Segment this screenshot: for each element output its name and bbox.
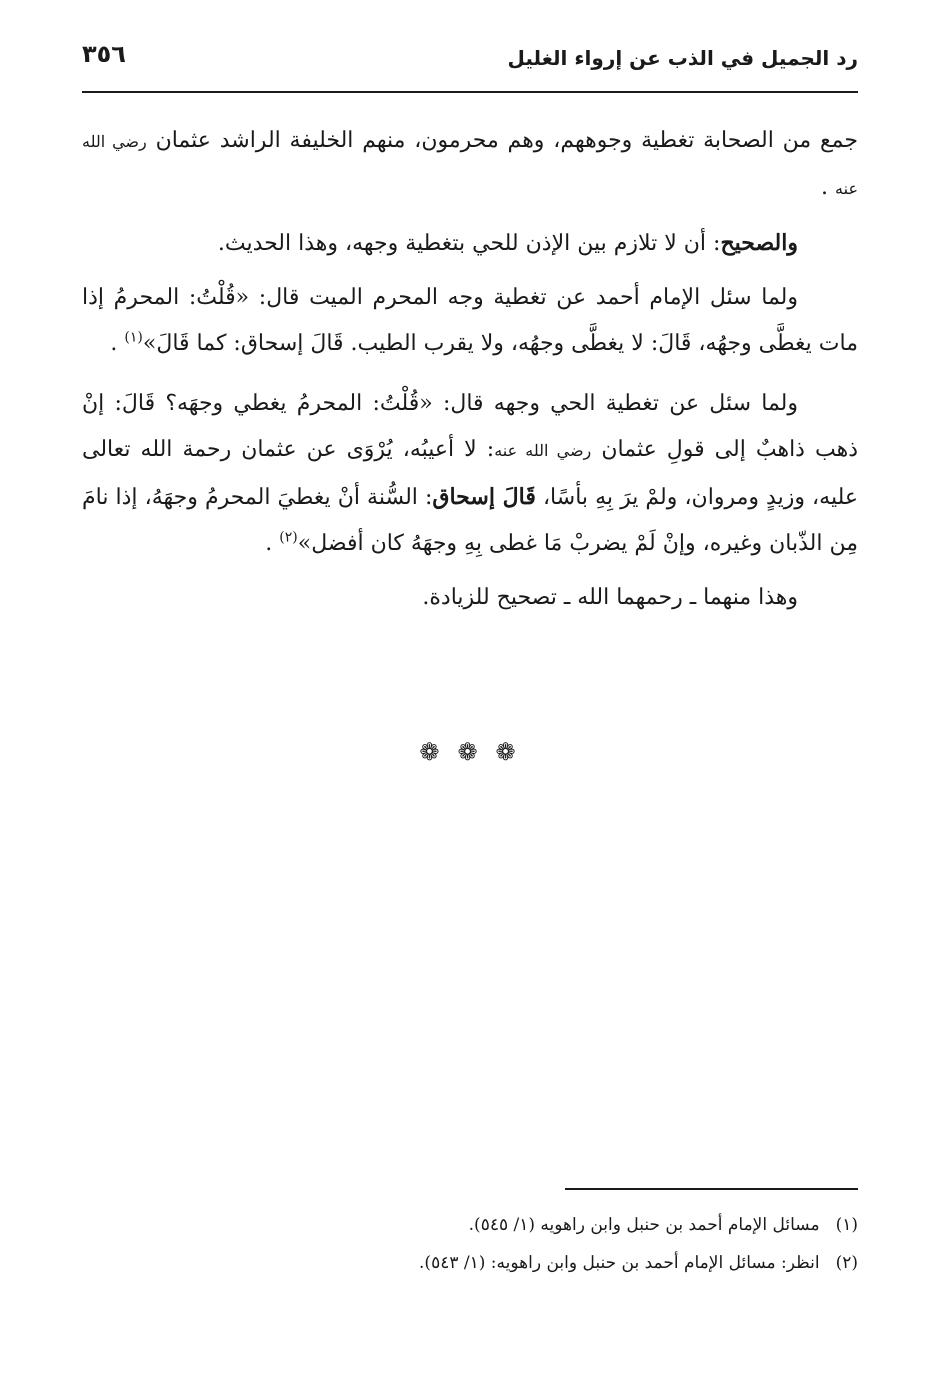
footnote-ref-2[interactable]: (٢): [279, 529, 298, 546]
header-divider: [82, 91, 858, 93]
ornament-flower-icon: ❁: [495, 738, 526, 766]
ornament-flower-icon: ❁: [457, 738, 488, 766]
paragraph-4-end: .: [265, 531, 273, 556]
paragraph-1-text: جمع من الصحابة تغطية وجوههم، وهم محرمون، منهم الخليفة الراشد عثمان: [155, 128, 859, 153]
paragraph-5-text: وهذا منهما ـ رحمهما الله ـ تصحيح للزيادة.: [422, 585, 798, 610]
section-ornament: [0, 738, 945, 766]
honorific-glyph: رضي الله عنه: [494, 441, 592, 460]
paragraph-2-text: : أن لا تلازم بين الإذن للحي بتغطية وجهه، وهذا الحديث.: [217, 231, 721, 256]
page-number: ٣٥٦: [82, 40, 126, 68]
footnote-ref-1[interactable]: (١): [124, 329, 143, 346]
paragraph-4-text-c: : السُّنة أنْ يغطيَ المحرمُ وجهَهُ، إذا نامَ مِن الذّبان وغيره، وإنْ لَمْ يضربْ مَا غطى بِهِ وجهَهُ كان أفضل»: [82, 485, 858, 556]
paragraph-1: [82, 118, 858, 212]
speaker-name: قَالَ إسحاق: [432, 484, 536, 510]
paragraph-2: [82, 220, 858, 267]
footnote-text: انظر: مسائل الإمام أحمد بن حنبل وابن راهويه: (١/ ٥٤٣).: [419, 1253, 820, 1273]
footnote-text: مسائل الإمام أحمد بن حنبل وابن راهويه (١/ ٥٤٥).: [468, 1215, 820, 1235]
footnote-1: [82, 1206, 858, 1244]
footnote-number: (٢): [835, 1253, 858, 1273]
heading-word: والصحيح: [720, 230, 798, 256]
running-header: [82, 36, 858, 76]
paragraph-3-end: .: [110, 331, 118, 356]
book-title: رد الجميل في الذب عن إرواء الغليل: [507, 46, 858, 70]
paragraph-4-text-a: ولما سئل عن تغطية الحي وجهه قال: «قُلْتُ: المحرمُ يغطي وجهَه؟ قَالَ: إنْ ذهب ذاهبٌ إلى قولِ عثمان: [82, 391, 859, 462]
footnotes: [82, 1206, 858, 1282]
ornament-flower-icon: ❁: [419, 738, 450, 766]
paragraph-4: [82, 381, 858, 567]
footnote-divider: [565, 1188, 858, 1190]
honorific-glyph: رضي الله عنه: [82, 132, 858, 198]
footnote-number: (١): [835, 1215, 858, 1235]
main-text: [82, 118, 858, 629]
paragraph-1-end: .: [821, 175, 829, 200]
paragraph-3-text: ولما سئل الإمام أحمد عن تغطية وجه المحرم الميت قال: «قُلْتُ: المحرمُ إذا مات يغطَّى وجهُه، قَالَ: لا يغطَّى وجهُه، ولا يقرب الطيب. قَالَ إسحاق: كما قَالَ»: [82, 285, 858, 356]
paragraph-3: [82, 275, 858, 367]
paragraph-4-text-b: : لا أعيبُه، يُرْوَى عن عثمان رحمة الله تعالى عليه، وزيدٍ ومروان، ولمْ يرَ بِهِ بأسًا،: [82, 437, 858, 510]
footnote-2: [82, 1244, 858, 1282]
paragraph-5: [82, 575, 858, 621]
